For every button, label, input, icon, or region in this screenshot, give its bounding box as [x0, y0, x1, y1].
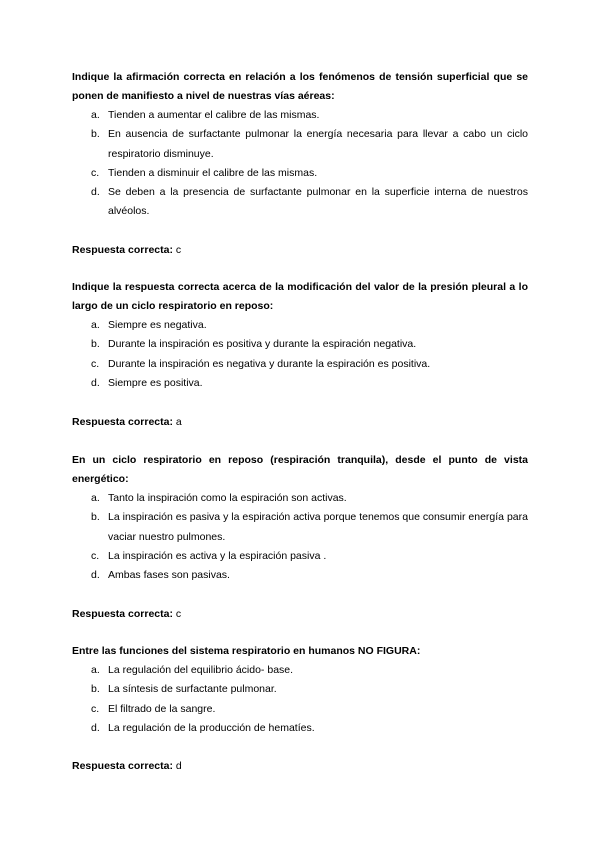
- option-item: [72, 183, 528, 222]
- question-stem: Indique la respuesta correcta acerca de la modificación del valor de la presión pleural a lo largo de un ciclo respiratorio en reposo:: [72, 281, 528, 312]
- option-item: [72, 355, 528, 374]
- option-item: [72, 164, 528, 183]
- option-letter: c.: [91, 702, 100, 715]
- answer-value: c: [175, 244, 182, 256]
- option-text: Tienden a disminuir el calibre de las mismas.: [108, 166, 318, 179]
- option-item: [72, 125, 528, 164]
- answer-value: c: [175, 608, 182, 620]
- option-text: Tienden a aumentar el calibre de las mismas.: [108, 109, 320, 121]
- option-letter: a.: [91, 664, 100, 676]
- option-text: La síntesis de surfactante pulmonar.: [108, 683, 277, 696]
- question-stem: Indique la afirmación correcta en relación a los fenómenos de tensión superficial que se ponen de manifiesto a nivel de nuestras vías aéreas:: [72, 71, 528, 102]
- option-item: [72, 547, 528, 566]
- answer-line-2: [72, 413, 182, 432]
- option-item: [72, 335, 528, 354]
- option-letter: b.: [91, 683, 100, 696]
- option-text: La inspiración es activa y la espiración pasiva .: [108, 549, 327, 562]
- option-letter: c.: [91, 549, 100, 562]
- option-text: Durante la inspiración es negativa y durante la espiración es positiva.: [108, 357, 431, 370]
- option-letter: a.: [91, 492, 100, 504]
- option-item: [72, 316, 528, 335]
- option-item: [72, 680, 528, 699]
- option-item: [72, 508, 528, 547]
- option-list: [72, 316, 528, 393]
- option-text: En ausencia de surfactante pulmonar la energía necesaria para llevar a cabo un ciclo respiratorio disminuye.: [108, 128, 528, 160]
- answer-line-1: [72, 241, 181, 260]
- option-text: La inspiración es pasiva y la espiración activa porque tenemos que consumir energía para vaciar nuestro pulmones.: [108, 511, 528, 543]
- option-list: [72, 661, 528, 738]
- option-text: El filtrado de la sangre.: [108, 702, 216, 715]
- option-letter: d.: [91, 721, 100, 734]
- option-letter: b.: [91, 338, 100, 351]
- option-item: [72, 106, 528, 125]
- question-block-4: [72, 642, 528, 738]
- answer-value: d: [175, 760, 182, 772]
- option-item: [72, 661, 528, 680]
- option-text: Durante la inspiración es positiva y durante la espiración negativa.: [108, 338, 417, 351]
- answer-label: Respuesta correcta:: [72, 416, 173, 428]
- answer-line-4: [72, 757, 182, 776]
- question-block-1: [72, 68, 528, 222]
- answer-label: Respuesta correcta:: [72, 244, 173, 256]
- option-list: [72, 489, 528, 585]
- option-text: Siempre es negativa.: [108, 319, 207, 331]
- question-stem: En un ciclo respiratorio en reposo (respiración tranquila), desde el punto de vista energético:: [72, 454, 528, 485]
- option-item: [72, 719, 528, 738]
- question-block-3: [72, 451, 528, 585]
- question-stem: Entre las funciones del sistema respiratorio en humanos NO FIGURA:: [72, 645, 421, 657]
- option-letter: d.: [91, 186, 100, 199]
- option-letter: b.: [91, 511, 100, 524]
- answer-label: Respuesta correcta:: [72, 608, 173, 620]
- option-letter: d.: [91, 376, 100, 389]
- option-item: [72, 700, 528, 719]
- option-text: Tanto la inspiración como la espiración son activas.: [108, 492, 347, 504]
- option-text: La regulación de la producción de hematíes.: [108, 721, 315, 734]
- option-item: [72, 489, 528, 508]
- option-letter: a.: [91, 109, 100, 121]
- option-letter: b.: [91, 128, 100, 141]
- option-text: Se deben a la presencia de surfactante pulmonar en la superficie interna de nuestros alvéolos.: [108, 186, 528, 218]
- option-text: Siempre es positiva.: [108, 376, 203, 389]
- option-letter: c.: [91, 357, 100, 370]
- option-item: [72, 374, 528, 393]
- option-item: [72, 566, 528, 585]
- option-letter: a.: [91, 319, 100, 331]
- option-list: [72, 106, 528, 222]
- question-block-2: [72, 278, 528, 393]
- option-text: La regulación del equilibrio ácido- base.: [108, 664, 294, 676]
- option-text: Ambas fases son pasivas.: [108, 569, 230, 582]
- answer-value: a: [175, 416, 182, 428]
- option-letter: d.: [91, 569, 100, 582]
- option-letter: c.: [91, 166, 100, 179]
- answer-label: Respuesta correcta:: [72, 760, 173, 772]
- answer-line-3: [72, 605, 181, 624]
